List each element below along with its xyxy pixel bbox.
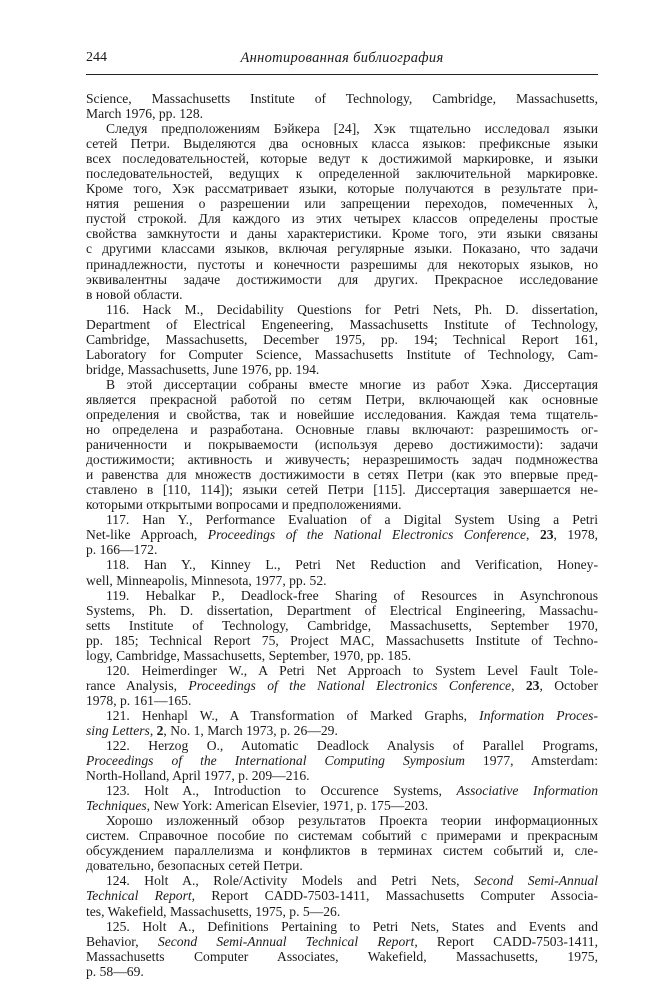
page-body [86,91,598,979]
italic-title: Technical Report [86,888,192,904]
text-line: setts Institute of Technology, Cambridge, Massachusetts, September 1970, [86,617,598,633]
italic-title: Second Semi-Annual [474,873,598,889]
text-line: 118. Han Y., Kinney L., Petri Net Reduction and Verification, Honey- [106,557,598,573]
page-number: 244 [86,50,107,65]
text-line: определения и свойства, так и новейшие исследования. Каждая тема тщатель- [86,406,598,422]
text-run: 123. Holt A., Introduction to Occurence Systems, [106,783,457,799]
paragraph [86,738,598,783]
text-line: Cambridge, Massachusetts, December 1975, pp. 194; Technical Report 161, [86,331,598,347]
text-line: Следуя предположениям Бэйкера [24], Хэк тщательно исследовал языки [106,121,598,137]
text-line: Systems, Ph. D. dissertation, Department of Electrical Engineering, Massachu- [86,602,598,618]
text-line [86,934,598,949]
text-line [86,888,598,903]
text-run: 121. Henhapl W., A Transformation of Marked Graphs, [106,707,480,723]
italic-title: Proceedings of the National Electronics Conference [188,677,512,693]
text-line: принадлежности, пустоты и конечности разрешимы для некоторых языков, но [86,256,598,272]
paragraph [86,783,598,813]
text-line: свойства замкнутости и даны характеристики. Кроме того, эти языки связаны [86,226,598,242]
text-line: достижимости; активность и живучесть; неразрешимость задач подмножества [86,452,598,468]
text-line: обсуждением параллелизма и конфликтов в терминах систем событий и, сле- [86,843,598,859]
text-run: , No. 1, March 1973, p. 26—29. [163,722,338,738]
paragraph [86,91,598,121]
text-run: , [526,527,540,543]
text-line: Laboratory for Computer Science, Massachusetts Institute of Technology, Cam- [86,346,598,362]
text-line: пустой строкой. Для каждого из этих четырех классов определены простые [86,211,598,227]
text-line: North-Holland, April 1977, p. 209—216. [86,768,310,784]
text-line [86,783,598,798]
text-line: 120. Heimerdinger W., A Petri Net Approach to System Level Fault Tole- [106,662,598,678]
paragraph [86,557,598,587]
text-line [86,873,598,888]
italic-title: Associative Information [456,783,598,799]
text-line: в новой области. [86,286,183,302]
text-line: logy, Cambridge, Massachusetts, September, 1970, pp. 185. [86,647,412,663]
italic-title: Second Semi-Annual Technical Report [157,933,415,949]
text-line: pp. 185; Technical Report 75, Project MAC, Massachusetts Institute of Techno- [86,632,598,648]
text-line: p. 166—172. [86,542,158,558]
paragraph [86,708,598,738]
text-line: и равенства для множеств достижимости в сетях Петри (как это впервые пред- [86,467,598,483]
paragraph [86,663,598,708]
text-line: является прекрасной работой по сетям Петри, включающей как основные [86,391,598,407]
bold-volume: 23 [539,527,554,543]
paragraph [86,588,598,663]
text-line: систем. Справочное пособие по системам событий с примерами и прекрасным [86,828,598,844]
italic-title: Information Proces- [479,707,598,723]
text-line: Massachusetts Computer Associates, Wakefield, Massachusetts, 1975, [86,948,598,964]
text-line: p. 58—69. [86,963,144,979]
text-line: сетей Петри. Выделяются два основных класса языков: префиксные языки [86,136,598,152]
paragraph [86,121,598,302]
text-line: 125. Holt A., Definitions Pertaining to Petri Nets, States and Events and [106,918,598,934]
text-line [86,798,598,813]
text-line: которыми открытыми вопросами и предположениями. [86,497,402,513]
header-rule [86,74,598,75]
text-line: March 1976, pp. 128. [86,106,204,122]
text-run: 124. Holt A., Role/Activity Models and Petri Nets, [106,873,475,889]
text-run: 1977, Amsterdam: [464,753,598,769]
text-line: 1978, p. 161—165. [86,692,192,708]
paragraph [86,919,598,979]
paragraph [86,813,598,873]
bold-volume: 2 [156,722,164,738]
paragraph [86,302,598,377]
text-line [86,527,598,542]
text-line: bridge, Massachusetts, June 1976, pp. 194. [86,361,320,377]
paragraph [86,512,598,557]
running-title: Аннотированная библиография [240,50,444,66]
text-line: Department of Electrical Engeneering, Massachusetts Institute of Technology, [86,316,598,332]
paragraph [86,873,598,918]
text-line: 119. Hebalkar P., Deadlock-free Sharing of Resources in Asynchronous [106,587,598,603]
text-line: эквивалентны задаче достижимости для других. Прекрасное исследование [86,271,598,287]
text-run: Net-like Approach, [86,527,208,543]
text-line: В этой диссертации собраны вместе многие из работ Хэка. Диссертация [106,376,598,392]
text-line: 122. Herzog O., Automatic Deadlock Analysis of Parallel Programs, [106,738,598,754]
text-line: 116. Hack M., Decidability Questions for Petri Nets, Ph. D. dissertation, [106,301,598,317]
text-line [86,753,598,768]
text-line: ставлено в [110, 114]); языки сетей Петри [115]. Диссертация завершается не- [86,482,598,498]
text-line: но определена и разработана. Основные главы включают: разрешимость ог- [86,422,598,438]
text-line: нятия решения о разрешении или запрещении переходов, помеченных λ, [86,196,598,212]
text-run: , October [539,677,598,693]
italic-title: Techniques [86,798,147,814]
text-line: Хорошо изложенный обзор результатов Проекта теории информационных [106,813,598,829]
text-line [86,678,598,693]
text-line: всех последовательностей, которые ведут к достижимой маркировке, и языки [86,151,598,167]
text-line [86,708,598,723]
text-run: , 1978, [553,527,598,543]
text-line: раниченности и покрываемости (используя дерево достижимости): задачи [86,437,598,453]
text-line: последовательностей, ведущих к определенной заключительной маркировке. [86,166,598,182]
bold-volume: 23 [525,677,540,693]
text-run: rance Analysis, [86,677,189,693]
text-run: Behavior, [86,933,158,949]
text-line: довательно, безопасных сетей Петри. [86,858,303,874]
text-line: 117. Han Y., Performance Evaluation of a Digital System Using a Petri [106,512,598,528]
italic-title: sing Letters [86,722,150,738]
text-run: , Report CADD-7503-1411, Massachusetts Computer Associa- [191,888,598,904]
text-line: tes, Wakefield, Massachusetts, 1975, p. 5—26. [86,903,341,919]
paragraph [86,377,598,512]
text-line: Кроме того, Хэк рассматривает языки, которые получаются в результате при- [86,181,598,197]
text-run: , New York: American Elsevier, 1971, p. 175—203. [146,798,429,814]
text-run: , [511,677,526,693]
text-line: well, Minneapolis, Minnesota, 1977, pp. 52. [86,572,327,588]
text-line: Science, Massachusetts Institute of Technology, Cambridge, Massachusetts, [86,91,598,106]
italic-title: Proceedings of the National Electronics Conference [207,527,527,543]
text-line: с другими классами языков, включая регулярные языки. Показано, что задачи [86,241,598,257]
text-run: , Report CADD-7503-1411, [414,933,598,949]
text-run: , [149,722,157,738]
italic-title: Proceedings of the International Computing Symposium [86,753,465,769]
text-line [86,723,598,738]
